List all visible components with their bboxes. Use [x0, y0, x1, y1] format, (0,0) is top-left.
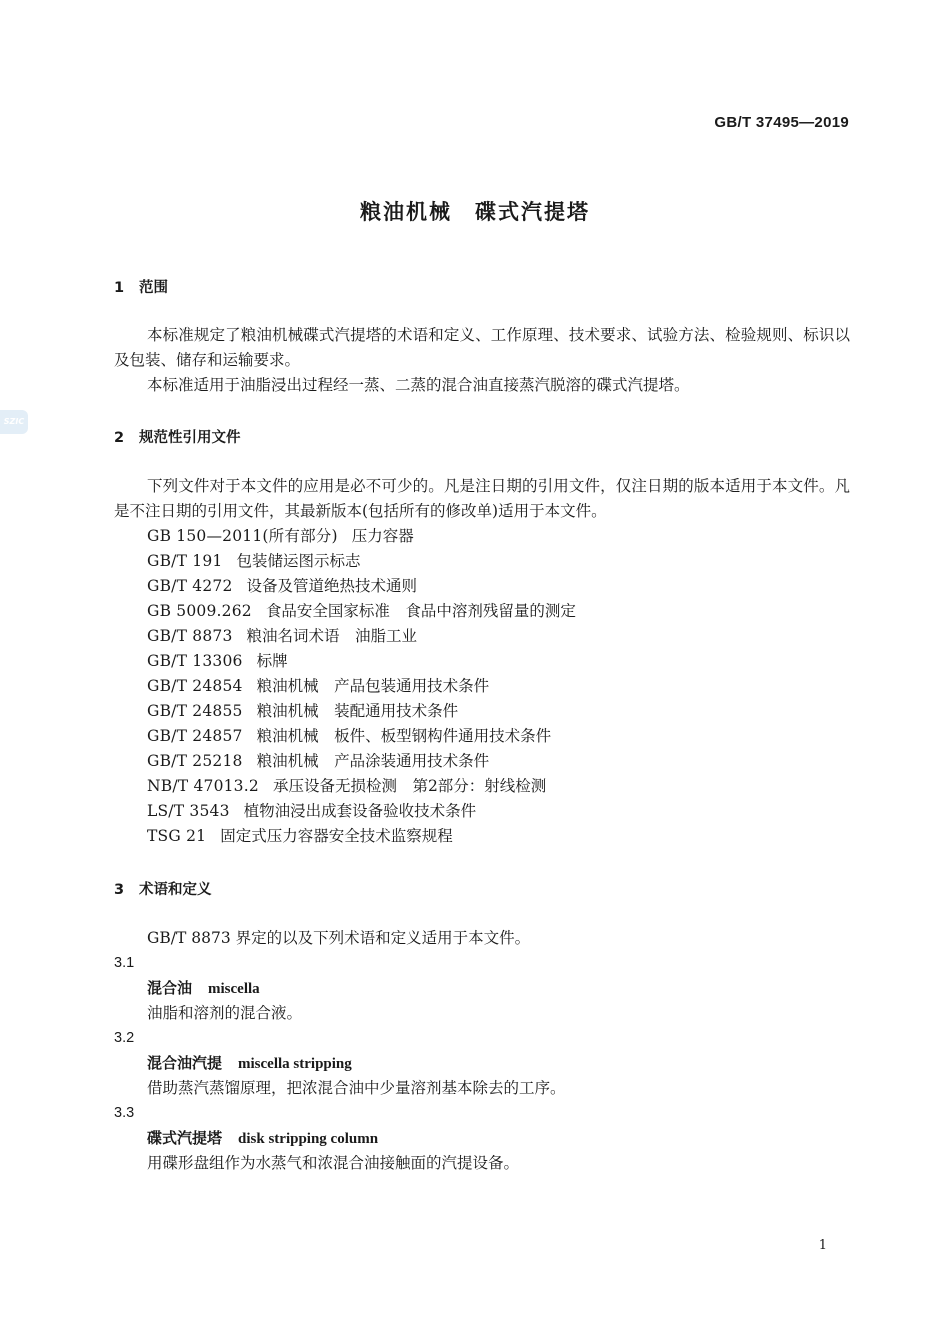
section-title: 术语和定义 — [139, 882, 212, 898]
reference-code: TSG 21 — [147, 827, 207, 845]
reference-item — [147, 824, 576, 849]
reference-code: LS/T 3543 — [147, 802, 230, 820]
reference-code: GB/T 4272 — [147, 577, 233, 595]
reference-code: GB/T 13306 — [147, 652, 243, 670]
reference-title: 植物油浸出成套设备验收技术条件 — [243, 802, 477, 820]
page-number: 1 — [818, 1238, 827, 1253]
reference-item — [147, 724, 576, 749]
term-english: disk stripping column — [238, 1131, 379, 1147]
reference-item — [147, 599, 576, 624]
standard-code: GB/T 37495—2019 — [714, 114, 849, 131]
term-chinese: 混合油汽提 — [147, 1054, 223, 1072]
reference-item — [147, 774, 576, 799]
section-heading-normative-refs — [114, 426, 241, 447]
section-title: 规范性引用文件 — [139, 430, 241, 446]
reference-item — [147, 574, 576, 599]
reference-code: GB/T 8873 — [147, 627, 233, 645]
term-definition: 用碟形盘组作为水蒸气和浓混合油接触面的汽提设备。 — [147, 1154, 520, 1172]
reference-item — [147, 699, 576, 724]
reference-code: GB/T 24857 — [147, 727, 243, 745]
reference-item — [147, 524, 576, 549]
section-title: 范围 — [139, 280, 168, 296]
clause-number: 3.2 — [114, 1030, 135, 1046]
section-number: 2 — [114, 430, 125, 446]
term-english: miscella stripping — [238, 1056, 352, 1072]
term-entry — [147, 1051, 352, 1077]
term-definition: 借助蒸汽蒸馏原理，把浓混合油中少量溶剂基本除去的工序。 — [147, 1079, 566, 1097]
document-title: 粮油机械 碟式汽提塔 — [360, 200, 590, 224]
scope-paragraph-1: 本标准规定了粮油机械碟式汽提塔的术语和定义、工作原理、技术要求、试验方法、检验规则、标识以及包装、储存和运输要求。 — [114, 326, 850, 369]
term-entry — [147, 976, 260, 1002]
reference-item — [147, 799, 576, 824]
section-heading-scope — [114, 276, 168, 297]
reference-item — [147, 649, 576, 674]
section-number: 3 — [114, 882, 125, 898]
reference-title: 固定式压力容器安全技术监察规程 — [220, 827, 453, 845]
reference-title: 承压设备无损检测 第2部分：射线检测 — [272, 777, 547, 795]
section-number: 1 — [114, 280, 125, 296]
section-heading-terms — [114, 878, 212, 899]
reference-title: 粮油机械 产品包装通用技术条件 — [256, 677, 490, 695]
reference-list — [147, 524, 576, 849]
clause-number: 3.1 — [114, 955, 135, 971]
watermark-logo: SZIC — [0, 410, 28, 434]
term-chinese: 碟式汽提塔 — [147, 1129, 223, 1147]
reference-code: GB/T 25218 — [147, 752, 243, 770]
reference-code: NB/T 47013.2 — [147, 777, 259, 795]
term-chinese: 混合油 — [147, 979, 193, 997]
reference-code: GB 5009.262 — [147, 602, 252, 620]
term-definition: 油脂和溶剂的混合液。 — [147, 1004, 303, 1022]
clause-number: 3.3 — [114, 1105, 135, 1121]
reference-title: 粮油机械 装配通用技术条件 — [256, 702, 459, 720]
reference-code: GB/T 191 — [147, 552, 223, 570]
reference-title: 包装储运图示标志 — [236, 552, 361, 570]
reference-code: GB/T 24855 — [147, 702, 243, 720]
reference-title: 设备及管道绝热技术通则 — [246, 577, 418, 595]
scope-paragraph-2: 本标准适用于油脂浸出过程经一蒸、二蒸的混合油直接蒸汽脱溶的碟式汽提塔。 — [147, 376, 690, 394]
reference-title: 粮油机械 产品涂装通用技术条件 — [256, 752, 490, 770]
term-english: miscella — [208, 981, 260, 997]
reference-title: 食品安全国家标准 食品中溶剂残留量的测定 — [265, 602, 576, 620]
reference-title: 标牌 — [256, 652, 288, 670]
reference-item — [147, 549, 576, 574]
reference-item — [147, 674, 576, 699]
reference-item — [147, 624, 576, 649]
reference-title: 压力容器 — [351, 527, 414, 545]
reference-title: 粮油名词术语 油脂工业 — [246, 627, 418, 645]
normative-refs-intro: 下列文件对于本文件的应用是必不可少的。凡是注日期的引用文件，仅注日期的版本适用于本文件。凡是不注日期的引用文件，其最新版本(包括所有的修改单)适用于本文件。 — [114, 477, 850, 520]
reference-item — [147, 749, 576, 774]
term-entry — [147, 1126, 378, 1152]
reference-code: GB 150—2011(所有部分) — [147, 527, 338, 545]
terms-intro: GB/T 8873 界定的以及下列术语和定义适用于本文件。 — [147, 929, 531, 947]
reference-code: GB/T 24854 — [147, 677, 243, 695]
reference-title: 粮油机械 板件、板型钢构件通用技术条件 — [256, 727, 552, 745]
